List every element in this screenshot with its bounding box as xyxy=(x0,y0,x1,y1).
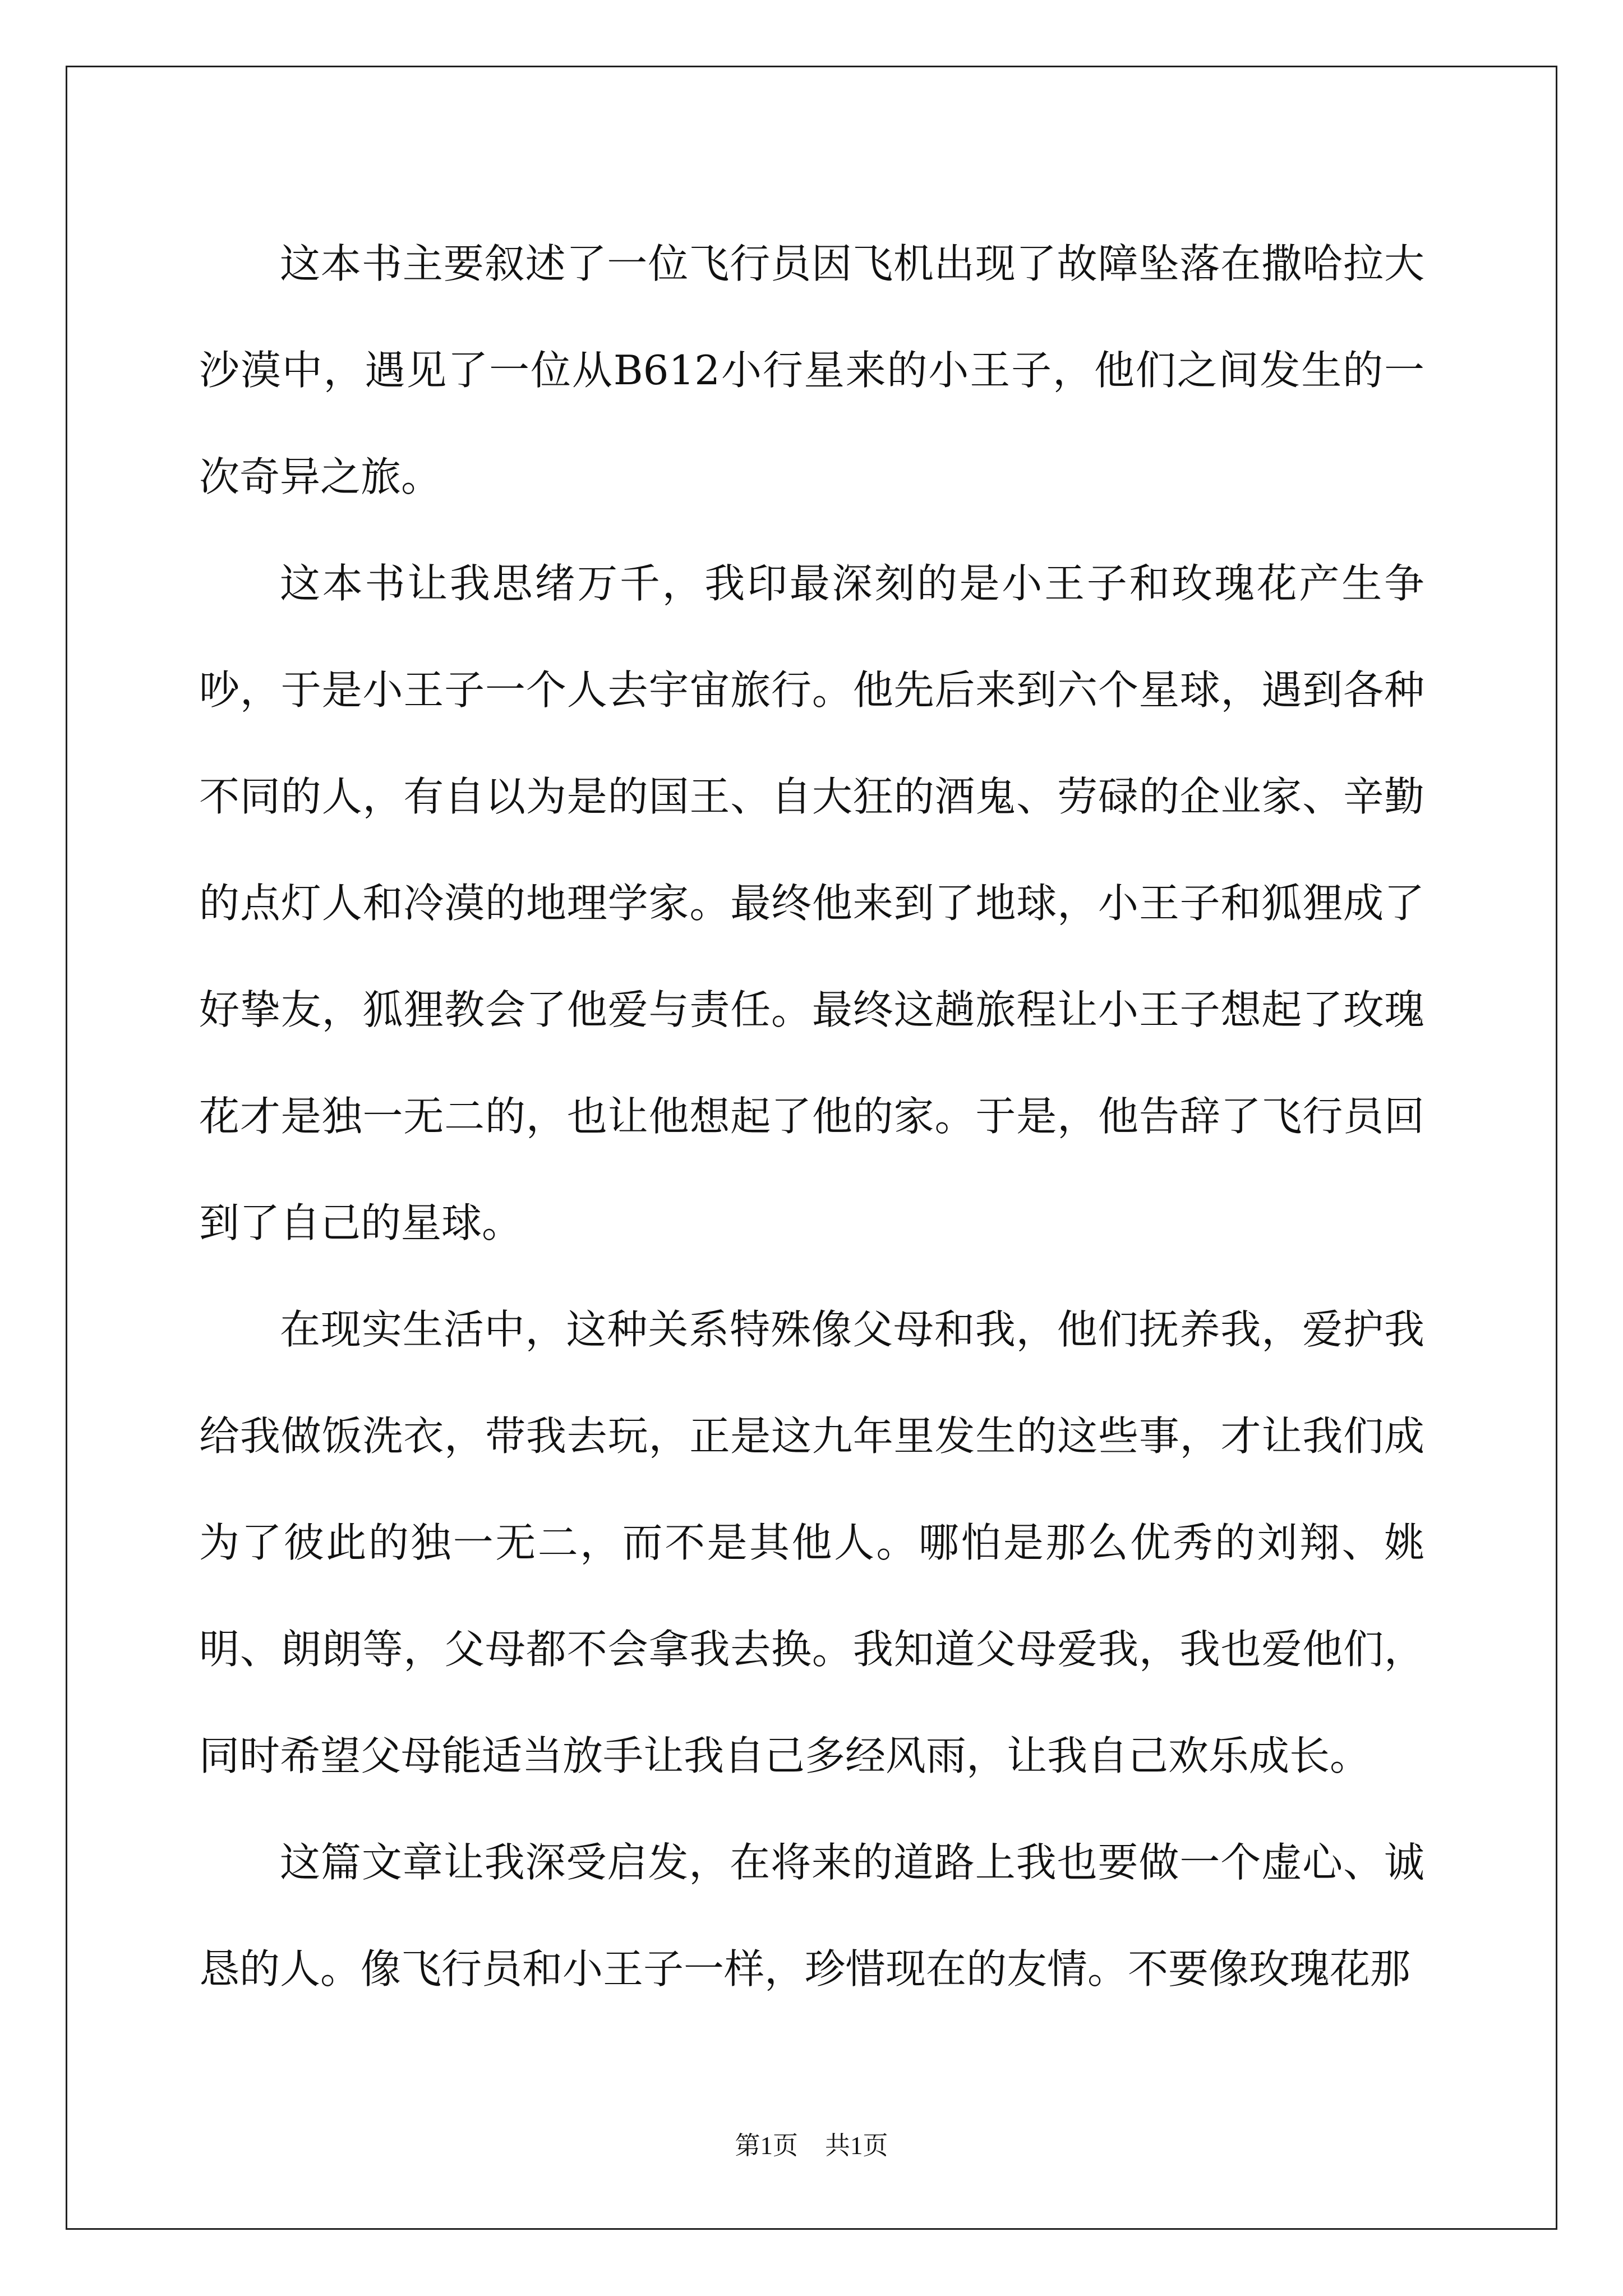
paragraph-1: 这本书主要叙述了一位飞行员因飞机出现了故障坠落在撒哈拉大沙漠中，遇见了一位从B612小行星来的小王子，他们之间发生的一次奇异之旅。 xyxy=(199,240,1424,500)
paragraph-4: 这篇文章让我深受启发，在将来的道路上我也要做一个虚心、诚恳的人。像飞行员和小王子一样，珍惜现在的友情。不要像玫瑰花那 xyxy=(199,1839,1424,1993)
paragraph-3: 在现实生活中，这种关系特殊像父母和我，他们抚养我，爱护我给我做饭洗衣，带我去玩，正是这九年里发生的这些事，才让我们成为了彼此的独一无二，而不是其他人。哪怕是那么优秀的刘翔、姚明、朗朗等，父母都不会拿我去换。我知道父母爱我，我也爱他们，同时希望父母能适当放手让我自己多经风雨，让我自己欢乐成长。 xyxy=(199,1306,1424,1779)
page-footer xyxy=(0,2129,1623,2162)
paragraph-2: 这本书让我思绪万千，我印最深刻的是小王子和玫瑰花产生争吵，于是小王子一个人去宇宙旅行。他先后来到六个星球，遇到各种不同的人，有自以为是的国王、自大狂的酒鬼、劳碌的企业家、辛勤的点灯人和冷漠的地理学家。最终他来到了地球，小王子和狐狸成了好挚友，狐狸教会了他爱与责任。最终这趟旅程让小王子想起了玫瑰花才是独一无二的，也让他想起了他的家。于是，他告辞了飞行员回到了自己的星球。 xyxy=(199,560,1424,1246)
page-number: 第1页 xyxy=(735,2132,798,2160)
page-total: 共1页 xyxy=(825,2132,888,2160)
document-body xyxy=(199,210,1424,2022)
